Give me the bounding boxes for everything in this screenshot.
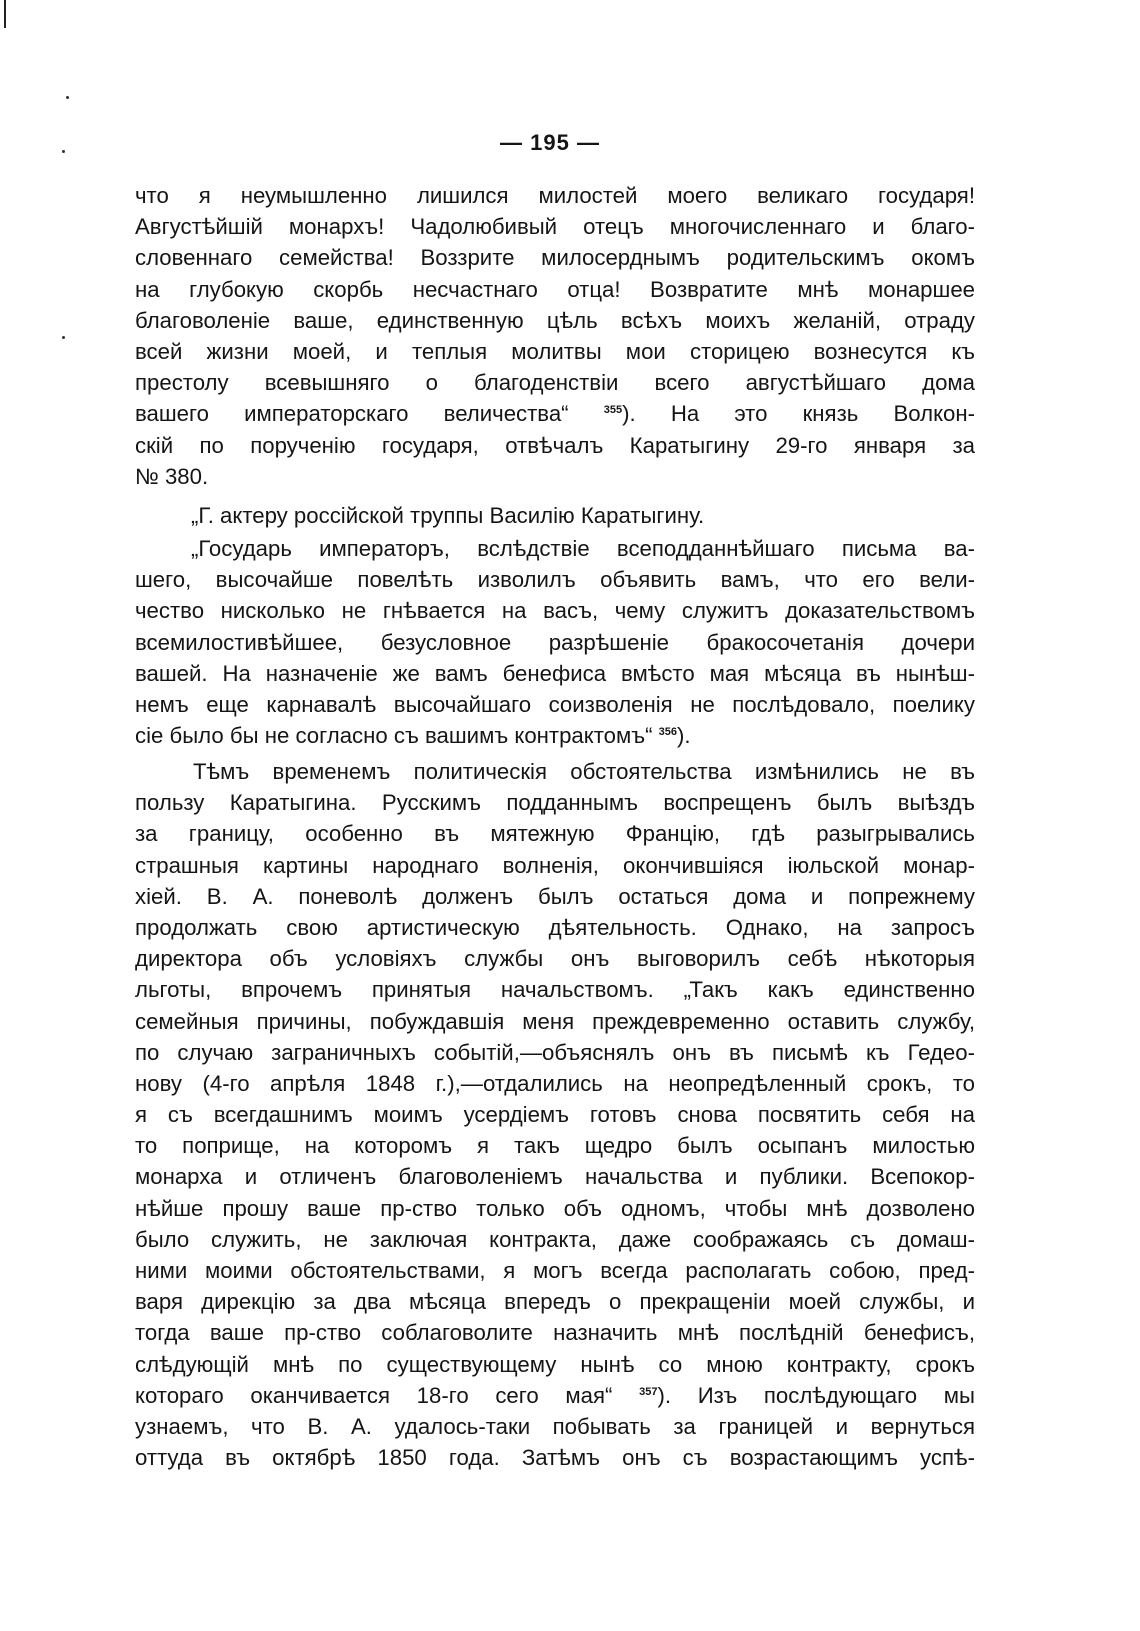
footnote-ref: 356 <box>658 726 677 739</box>
text-line: Августѣйшій монархъ! Чадолюбивый отецъ многочисленнаго и благо- <box>135 214 975 240</box>
text-line-with-footnote <box>135 720 975 751</box>
paragraph-main <box>135 756 975 1473</box>
text-line: семейныя причины, побуждавшія меня преждевременно оставить службу, <box>135 1008 975 1034</box>
text-line: „Г. актеру россійской труппы Василію Каратыгину. <box>191 503 705 528</box>
text-line-with-footnote <box>135 398 975 429</box>
text-line: вашей. На назначеніе же вамъ бенефиса вмѣсто мая мѣсяца въ нынѣш- <box>135 660 975 686</box>
text-segment: вашего императорскаго величества“ <box>135 401 604 427</box>
text-line: „Государь императоръ, вслѣдствіе всеподданнѣйшаго письма ва- <box>191 536 975 561</box>
text-line: нѣйше прошу ваше пр-ство только объ одномъ, чтобы мнѣ дозволено <box>135 1195 975 1221</box>
text-line: по случаю заграничныхъ событій,—объяснялъ онъ въ письмѣ къ Гедео- <box>135 1039 975 1065</box>
footnote-ref: 355 <box>603 404 623 417</box>
text-segment: ). <box>677 723 691 749</box>
scan-speck <box>66 96 69 99</box>
text-line: что я неумышленно лишился милостей моего великаго государя! <box>135 183 975 208</box>
scan-edge-mark <box>4 0 6 28</box>
text-line: № 380. <box>135 463 209 489</box>
paragraph-reply <box>135 533 975 751</box>
text-line: оттуда въ октябрѣ 1850 года. Затѣмъ онъ съ возрастающимъ успѣ- <box>135 1445 975 1471</box>
text-line: продолжать свою артистическую дѣятельность. Однако, на запросъ <box>135 914 975 940</box>
text-line: благоволеніе ваше, единственную цѣль всѣхъ моихъ желаній, отраду <box>135 307 975 333</box>
text-line: за границу, особенно въ мятежную Францію, гдѣ разыгрывались <box>135 821 975 847</box>
text-line: шего, высочайше повелѣть изволилъ объявить вамъ, что его вели- <box>135 567 975 593</box>
text-line: было служить, не заключая контракта, даже соображаясь съ домаш- <box>135 1226 975 1252</box>
text-line: я съ всегдашнимъ моимъ усердіемъ готовъ снова посвятить себя на <box>135 1102 975 1128</box>
text-line: Тѣмъ временемъ политическія обстоятельства измѣнились не въ <box>193 759 975 784</box>
text-line: чество нисколько не гнѣвается на васъ, чему служитъ доказательствомъ <box>135 598 975 624</box>
text-line: всемилостивѣйшее, безусловное разрѣшеніе бракосочетанія дочери <box>135 629 975 655</box>
text-line: всей жизни моей, и теплыя молитвы мои сторицею вознесутся къ <box>135 338 975 364</box>
text-line: словеннаго семейства! Воззрите милосерднымъ родительскимъ окомъ <box>135 245 975 271</box>
text-line: нову (4-го апрѣля 1848 г.),—отдалились на неопредѣленный срокъ, то <box>135 1070 975 1096</box>
text-line: варя дирекцію за два мѣсяца впередъ о прекращеніи моей службы, и <box>135 1289 975 1315</box>
text-segment: котораго оканчивается 18-го сего мая“ <box>135 1382 640 1408</box>
text-line: на глубокую скорбь несчастнаго отца! Возвратите мнѣ монаршее <box>135 276 975 302</box>
scan-speck <box>62 336 65 339</box>
text-line: ними моими обстоятельствами, я могъ всегда располагать собою, пред- <box>135 1258 975 1283</box>
text-line: престолу всевышняго о благоденствіи всего августѣйшаго дома <box>135 370 975 396</box>
text-segment: ). Изъ послѣдующаго мы <box>657 1382 975 1408</box>
page-number: — 195 — <box>500 130 600 155</box>
text-line: хіей. В. А. поневолѣ долженъ былъ остаться дома и попрежнему <box>135 883 975 909</box>
text-segment: ). На это князь Волкон- <box>622 401 976 427</box>
text-line: льготы, впрочемъ принятыя начальствомъ. „Такъ какъ единственно <box>135 977 975 1003</box>
text-line: тогда ваше пр-ство соблаговолите назначить мнѣ послѣдній бенефисъ, <box>135 1320 975 1346</box>
text-line: пользу Каратыгина. Русскимъ подданнымъ воспрещенъ былъ выѣздъ <box>135 790 975 816</box>
text-line: монарха и отличенъ благоволеніемъ начальства и публики. Всепокор- <box>135 1164 975 1190</box>
paragraph-letter-end <box>135 180 975 492</box>
paragraph-address <box>135 500 975 531</box>
text-line: узнаемъ, что В. А. удалось-таки побывать за границей и вернуться <box>135 1413 975 1439</box>
text-segment: сіе было бы не согласно съ вашимъ контрактомъ“ <box>135 723 659 749</box>
text-line: слѣдующій мнѣ по существующему нынѣ со мною контракту, срокъ <box>135 1351 975 1377</box>
text-line: директора объ условіяхъ службы онъ выговорилъ себѣ нѣкоторыя <box>135 946 975 972</box>
text-line: то поприще, на которомъ я такъ щедро былъ осыпанъ милостью <box>135 1133 975 1159</box>
text-line: немъ еще карнавалѣ высочайшаго соизволенія не послѣдовало, поелику <box>135 691 975 717</box>
text-line: скій по порученію государя, отвѣчалъ Каратыгину 29-го января за <box>135 432 975 458</box>
text-line: страшныя картины народнаго волненія, окончившіяся іюльской монар- <box>135 852 975 878</box>
text-line-with-footnote <box>135 1380 975 1411</box>
footnote-ref: 357 <box>639 1385 658 1398</box>
